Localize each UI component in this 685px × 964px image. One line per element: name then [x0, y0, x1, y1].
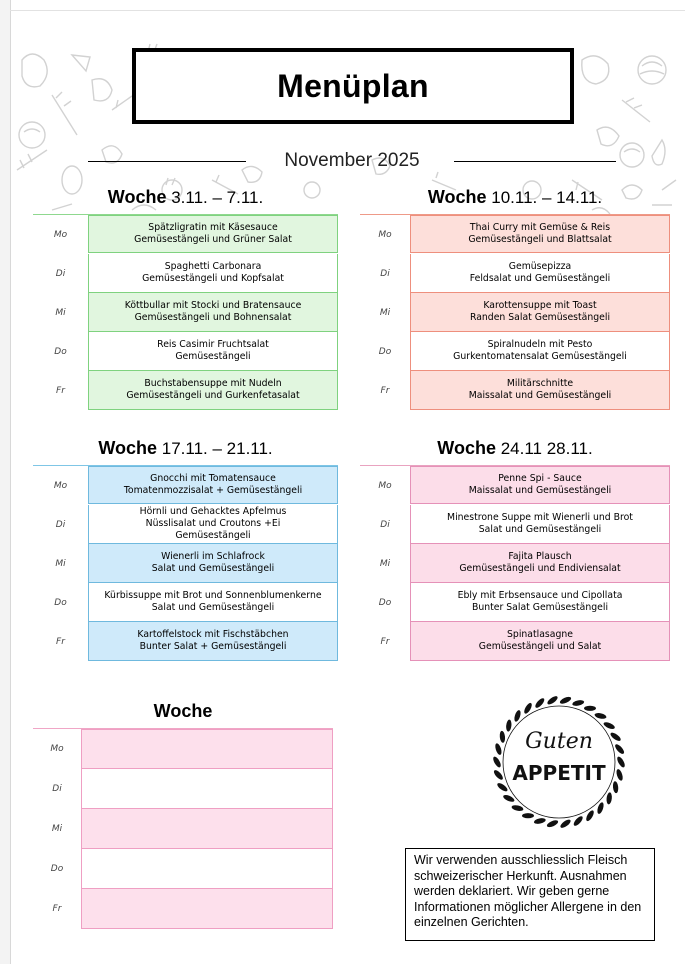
week-label: Woche	[153, 701, 213, 721]
meal-line: Gemüsepizza	[508, 261, 572, 272]
wreath-leaf-icon	[572, 699, 585, 707]
wreath-leaf-icon	[614, 743, 626, 755]
week-rows	[360, 215, 670, 410]
day-row	[360, 583, 670, 622]
day-label: Mi	[379, 307, 391, 318]
day-label: Do	[378, 597, 392, 608]
day-row	[33, 809, 333, 849]
wreath-leaf-icon	[499, 731, 505, 743]
week-rows	[360, 466, 670, 661]
day-row	[33, 215, 338, 254]
day-label: Di	[52, 784, 62, 794]
month-rule-right	[454, 161, 616, 162]
day-label: Fr	[52, 904, 62, 914]
wreath-leaf-icon	[616, 756, 627, 769]
meal-line: Tomatenmozzisalat + Gemüsestängeli	[123, 485, 303, 496]
month-header	[88, 150, 616, 176]
meal-cell	[410, 332, 670, 371]
meal-line: Fajita Plausch	[508, 551, 572, 562]
week-heading	[360, 438, 670, 459]
day-label: Fr	[56, 385, 65, 396]
day-label: Mo	[53, 480, 68, 491]
meal-cell	[410, 544, 670, 583]
meal-line: Gemüsestängeli und Kopfsalat	[142, 273, 284, 284]
week-heading	[360, 187, 670, 208]
meal-line: Wienerli im Schlafrock	[161, 551, 265, 562]
wreath-leaf-icon	[492, 756, 503, 769]
meal-line: Kartoffelstock mit Fischstäbchen	[137, 629, 289, 640]
week-date-range: 24.11 28.11.	[500, 439, 593, 458]
meal-line: Bunter Salat + Gemüsestängeli	[139, 641, 287, 652]
meal-line: Militärschnitte	[506, 378, 574, 389]
day-row	[360, 622, 670, 661]
meal-line: Ebly mit Erbsensauce und Cipollata	[457, 590, 623, 601]
meal-line: Buchstabensuppe mit Nudeln	[144, 378, 282, 389]
day-label: Di	[55, 519, 66, 530]
top-border	[10, 10, 685, 11]
meal-cell	[88, 583, 338, 622]
day-label: Do	[54, 346, 67, 357]
week-label: Woche	[437, 438, 496, 458]
logo-text-appetit: APPETIT	[512, 761, 606, 785]
meal-line: Spinatlasagne	[507, 629, 573, 640]
meal-cell	[410, 466, 670, 504]
meal-line: Gemüsestängeli und Bohnensalat	[134, 312, 292, 323]
meal-cell	[81, 889, 333, 929]
day-label: Mi	[55, 558, 66, 569]
meal-line: Gemüsestängeli und Endiviensalat	[459, 563, 621, 574]
meal-cell	[410, 371, 670, 410]
day-row	[33, 371, 338, 410]
meal-line: Salat und Gemüsestängeli	[151, 563, 275, 574]
meal-line: Maissalat und Gemüsestängeli	[468, 390, 612, 401]
meal-cell	[410, 293, 670, 332]
meat-origin-note: Wir verwenden ausschliesslich Fleisch schweizerischer Herkunft. Ausnahmen werden deklariert. Wir geben gerne Informationen möglicher Allergene in den einzelnen Gerichten.	[405, 848, 655, 941]
meal-line: Hörnli und Gehacktes Apfelmus	[139, 506, 287, 517]
meal-cell	[88, 544, 338, 583]
wreath-leaf-icon	[572, 815, 584, 827]
meal-line: Köttbullar mit Stocki und Bratensauce	[124, 300, 302, 311]
meal-cell	[88, 254, 338, 293]
day-row	[33, 544, 338, 583]
day-row	[33, 254, 338, 293]
meal-line: Feldsalat und Gemüsestängeli	[469, 273, 611, 284]
day-label: Do	[50, 864, 64, 874]
week-rows	[33, 466, 338, 661]
day-label: Fr	[380, 636, 390, 647]
meal-cell	[88, 215, 338, 253]
day-label: Di	[55, 268, 66, 279]
week-heading	[33, 438, 338, 459]
day-row	[360, 505, 670, 544]
meal-line: Bunter Salat Gemüsestängeli	[471, 602, 609, 613]
meal-cell	[88, 371, 338, 410]
day-label: Mi	[55, 307, 66, 318]
week-label: Woche	[98, 438, 158, 458]
meal-line: Salat und Gemüsestängeli	[478, 524, 602, 535]
day-label: Do	[378, 346, 392, 357]
meal-cell	[81, 849, 333, 889]
meal-line: Gemüsestängeli	[175, 530, 251, 541]
meal-line: Reis Casimir Fruchtsalat	[157, 339, 269, 350]
meal-cell	[81, 809, 333, 849]
day-label: Mo	[53, 229, 68, 240]
wreath-leaf-icon	[612, 781, 618, 793]
day-row	[33, 505, 338, 544]
wreath-leaf-icon	[494, 743, 503, 756]
meal-line: Gemüsestängeli und Blattsalat	[468, 234, 612, 245]
page-edge	[0, 0, 11, 964]
meal-line: Gemüsestängeli	[175, 351, 251, 362]
meal-line: Gurkentomatensalat Gemüsestängeli	[453, 351, 627, 362]
meal-line: Minestrone Suppe mit Wienerli und Brot	[447, 512, 633, 523]
meal-line: Karottensuppe mit Toast	[483, 300, 597, 311]
meal-line: Spätzligratin mit Käsesauce	[148, 222, 278, 233]
day-row	[33, 889, 333, 929]
guten-appetit-wreath-logo	[484, 688, 634, 836]
wreath-leaf-icon	[534, 697, 546, 709]
meal-cell	[88, 293, 338, 332]
day-label: Mo	[50, 744, 64, 754]
day-label: Fr	[56, 636, 65, 647]
meal-cell	[88, 622, 338, 661]
wreath-leaf-icon	[559, 695, 572, 705]
day-row	[360, 215, 670, 254]
meal-cell	[88, 466, 338, 504]
day-row	[33, 622, 338, 661]
week-date-range: 17.11. – 21.11.	[161, 439, 273, 458]
wreath-leaf-icon	[492, 769, 504, 781]
day-label: Di	[380, 268, 390, 279]
week-date-range: 10.11. – 14.11.	[491, 188, 603, 207]
day-label: Fr	[380, 385, 390, 396]
week-rows	[33, 729, 333, 929]
meal-cell	[410, 215, 670, 253]
day-row	[360, 332, 670, 371]
meal-line: Spiralnudeln mit Pesto	[487, 339, 593, 350]
meal-cell	[81, 729, 333, 769]
day-row	[360, 293, 670, 332]
meal-cell	[88, 332, 338, 371]
meal-line: Penne Spi - Sauce	[498, 473, 582, 484]
meal-line: Kürbissuppe mit Brot und Sonnenblumenkerne	[104, 590, 322, 601]
day-label: Mo	[378, 480, 392, 491]
page-title: Menüplan	[277, 67, 429, 104]
week-heading	[33, 701, 333, 722]
day-row	[33, 466, 338, 505]
day-label: Do	[54, 597, 67, 608]
day-row	[33, 729, 333, 769]
day-row	[360, 544, 670, 583]
week-heading	[33, 187, 338, 208]
wreath-leaf-icon	[506, 719, 512, 731]
wreath-leaf-icon	[511, 804, 524, 812]
wreath-leaf-icon	[594, 712, 607, 720]
title-box	[132, 48, 574, 124]
month-label: November 2025	[284, 150, 420, 171]
wreath-leaf-icon	[513, 709, 522, 722]
wreath-leaf-icon	[546, 819, 559, 829]
day-row	[360, 466, 670, 505]
day-label: Mi	[379, 558, 391, 569]
meal-line: Thai Curry mit Gemüse & Reis	[469, 222, 611, 233]
meal-cell	[88, 505, 338, 544]
logo-text-guten: Guten	[525, 729, 593, 754]
wreath-leaf-icon	[606, 792, 612, 804]
wreath-leaf-icon	[584, 706, 596, 711]
meal-cell	[410, 505, 670, 544]
day-label: Mo	[378, 229, 392, 240]
meal-line: Salat und Gemüsestängeli	[151, 602, 275, 613]
day-row	[360, 371, 670, 410]
meal-line: Spaghetti Carbonara	[164, 261, 262, 272]
meal-line: Randen Salat Gemüsestängeli	[469, 312, 611, 323]
wreath-leaf-icon	[615, 768, 624, 781]
day-label: Mi	[51, 824, 63, 834]
meal-cell	[410, 622, 670, 661]
wreath-leaf-icon	[559, 818, 572, 829]
meal-line: Gemüsestängeli und Grüner Salat	[134, 234, 292, 245]
week-rows	[33, 215, 338, 410]
meal-line: Gemüsestängeli und Salat	[478, 641, 602, 652]
week-label: Woche	[107, 187, 167, 207]
meal-cell	[81, 769, 333, 809]
day-row	[33, 849, 333, 889]
meal-cell	[410, 583, 670, 622]
meal-line: Gnocchi mit Tomatensauce	[150, 473, 276, 484]
day-row	[33, 583, 338, 622]
wreath-leaf-icon	[596, 802, 605, 815]
day-row	[33, 769, 333, 809]
meal-line: Gemüsestängeli und Gurkenfetasalat	[126, 390, 300, 401]
meal-line: Nüsslisalat und Croutons +Ei	[145, 518, 281, 529]
day-row	[360, 254, 670, 293]
day-row	[33, 293, 338, 332]
day-label: Di	[380, 519, 390, 530]
week-label: Woche	[427, 187, 487, 207]
day-row	[33, 332, 338, 371]
meal-cell	[410, 254, 670, 293]
wreath-leaf-icon	[522, 813, 534, 818]
meal-line: Maissalat und Gemüsestängeli	[468, 485, 612, 496]
wreath-leaf-icon	[546, 695, 559, 706]
week-date-range: 3.11. – 7.11.	[171, 188, 264, 207]
wreath-leaf-icon	[533, 817, 546, 825]
